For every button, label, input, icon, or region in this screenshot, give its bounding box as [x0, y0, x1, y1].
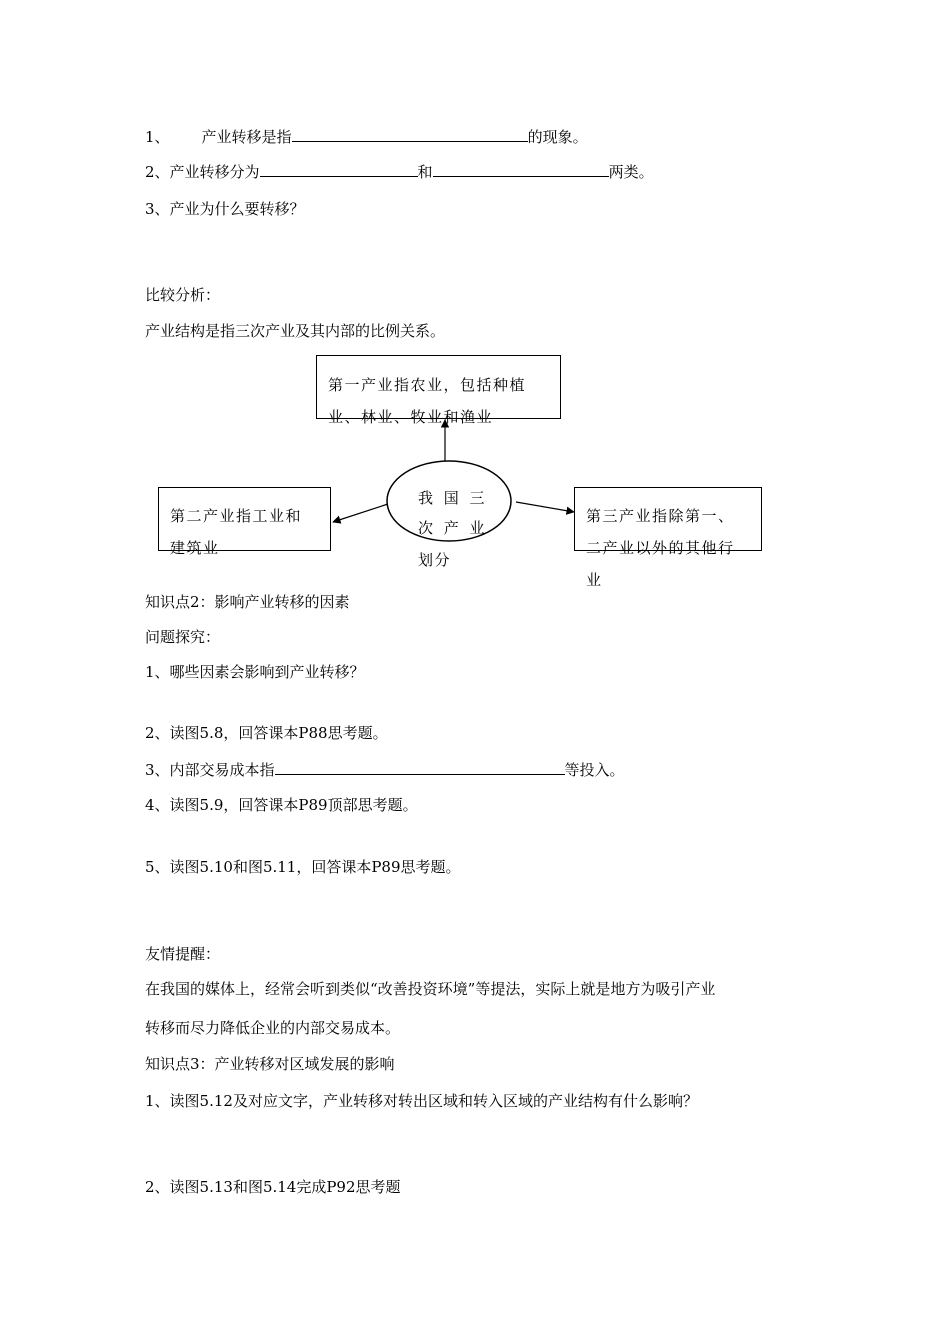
industry-structure-definition: 产业结构是指三次产业及其内部的比例关系。 — [145, 322, 446, 340]
center-label-line-3: 划分 — [418, 551, 452, 569]
question-3-line: 3、产业为什么要转移？ — [145, 200, 305, 218]
question-conjunction: 和 — [417, 163, 433, 181]
question-text: 2、产业转移分为 — [145, 163, 260, 181]
arrow-to-tertiary — [516, 502, 574, 512]
kp2-question-1: 1、哪些因素会影响到产业转移？ — [145, 663, 365, 681]
secondary-industry-line-1: 第二产业指工业和 — [170, 507, 303, 525]
question-number: 1、 — [145, 128, 170, 146]
kp3-question-1: 1、读图5.12及对应文字，产业转移对转出区域和转入区域的产业结构有什么影响？ — [145, 1092, 698, 1110]
kp3-question-2: 2、读图5.13和图5.14完成P92思考题 — [145, 1178, 401, 1196]
reminder-text-line-1: 在我国的媒体上，经常会听到类似“改善投资环境”等提法，实际上就是地方为吸引产业 — [145, 980, 716, 998]
knowledge-point-3-title: 知识点3：产业转移对区域发展的影响 — [145, 1055, 395, 1073]
tertiary-industry-line-1: 第三产业指除第一、 — [586, 507, 735, 525]
center-label-line-1: 我 国 三 — [418, 489, 488, 507]
secondary-industry-line-2: 建筑业 — [170, 539, 220, 557]
primary-industry-line-2: 业、林业、牧业和渔业 — [328, 408, 494, 426]
knowledge-point-2-title: 知识点2：影响产业转移的因素 — [145, 593, 350, 611]
reminder-heading: 友情提醒： — [145, 945, 221, 963]
question-text: 3、内部交易成本指 — [145, 761, 275, 779]
kp2-question-2: 2、读图5.8，回答课本P88思考题。 — [145, 724, 388, 742]
kp2-question-5: 5、读图5.10和图5.11，回答课本P89思考题。 — [145, 858, 461, 876]
reminder-text-line-2: 转移而尽力降低企业的内部交易成本。 — [145, 1019, 401, 1037]
center-label-line-2: 次 产 业 — [418, 519, 488, 537]
kp2-question-3-line — [145, 760, 625, 780]
primary-industry-line-1: 第一产业指农业，包括种植 — [328, 376, 527, 394]
fill-blank-line[interactable] — [275, 760, 565, 775]
explore-heading: 问题探究： — [145, 628, 221, 646]
question-suffix: 的现象。 — [527, 128, 588, 146]
tertiary-industry-line-3: 业 — [586, 571, 603, 589]
question-text: 产业转移是指 — [201, 128, 292, 146]
tertiary-industry-line-2: 二产业以外的其他行 — [586, 539, 735, 557]
kp2-question-4: 4、读图5.9，回答课本P89顶部思考题。 — [145, 796, 418, 814]
question-suffix: 等投入。 — [564, 761, 625, 779]
arrow-to-secondary — [333, 504, 388, 522]
compare-heading: 比较分析： — [145, 286, 221, 304]
question-suffix: 两类。 — [608, 163, 654, 181]
